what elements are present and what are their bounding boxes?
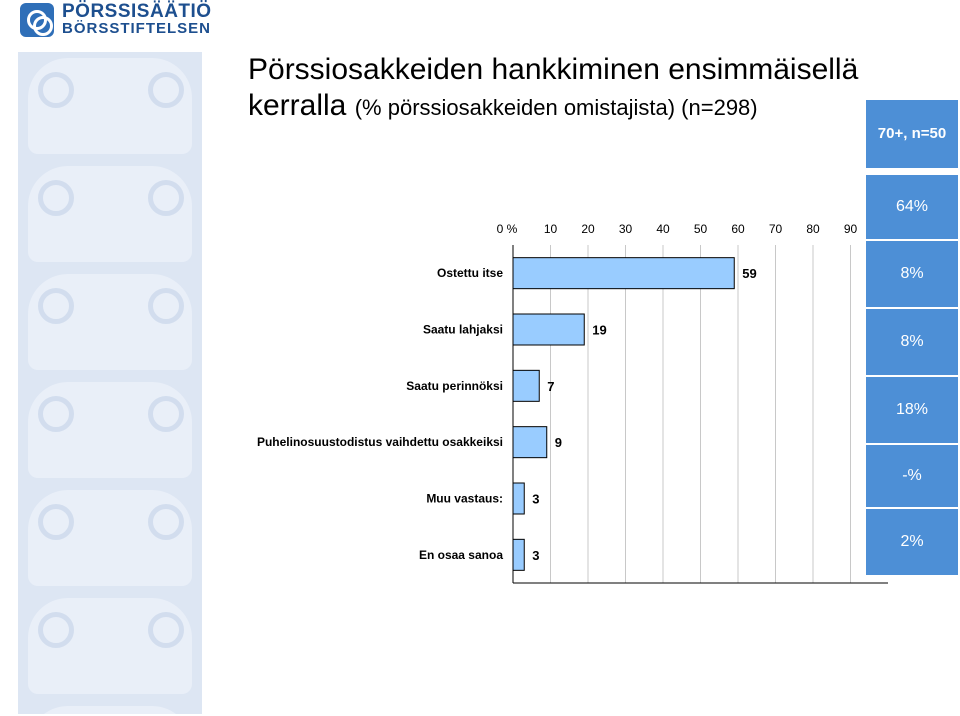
decorative-ring-icon [38,396,74,432]
side-value: -% [866,445,958,509]
decorative-ring-icon [148,396,184,432]
category-label: Ostettu itse [436,266,503,281]
decorative-ring-icon [148,504,184,540]
x-tick-label: 80 [806,222,820,236]
decorative-ring-icon [148,72,184,108]
logo-text-line2: BÖRSSTIFTELSEN [62,20,212,37]
side-value: 64% [866,175,958,241]
slide-title [248,52,858,126]
decorative-ring-icon [148,612,184,648]
decorative-ring-icon [38,504,74,540]
x-tick-label: 90 [843,222,858,236]
side-column-header: 70+, n=50 [866,100,958,170]
side-value: 8% [866,241,958,309]
bar-chart [250,205,900,605]
data-label: 19 [592,322,607,338]
data-label: 7 [547,378,555,394]
category-label: Saatu lahjaksi [422,322,503,337]
decorative-ring-icon [38,288,74,324]
logo-mark-icon [20,3,54,37]
title-subtitle: (% pörssiosakkeiden omistajista) (n=298) [354,95,758,120]
side-value: 2% [866,509,958,577]
bar-chart-svg [250,205,900,605]
title-line1: Pörssiosakkeiden hankkiminen ensimmäisellä [248,53,859,86]
side-value: 8% [866,309,958,377]
data-label: 3 [532,491,540,507]
logo [20,3,212,37]
decorative-block [28,706,192,714]
category-label: Puhelinosuustodistus vaihdettu osakkeiksi [256,435,503,450]
bar [513,314,584,345]
x-tick-label: 40 [656,222,670,236]
decorative-ring-icon [148,288,184,324]
logo-text-line1: PÖRSSISÄÄTIÖ [62,1,212,22]
x-tick-label: 30 [618,222,633,236]
category-label: Muu vastaus: [426,491,503,506]
bar [513,258,734,289]
side-value: 18% [866,377,958,445]
x-tick-label: 60 [731,222,745,236]
bar [513,370,539,401]
x-tick-label: 20 [581,222,595,236]
data-label: 9 [554,435,562,451]
decorative-ring-icon [38,72,74,108]
x-tick-label: 70 [768,222,783,236]
bar [513,483,524,514]
bar [513,427,547,458]
bar [513,539,524,570]
category-label: En osaa sanoa [418,547,503,562]
data-label: 59 [742,266,757,282]
decorative-ring-icon [148,180,184,216]
decorative-ring-icon [38,612,74,648]
x-tick-label: 0 % [496,222,518,236]
title-line2: kerralla [248,89,347,122]
x-tick-label: 50 [693,222,708,236]
decorative-ring-icon [38,180,74,216]
data-label: 3 [532,547,540,563]
decorative-background-strip [18,52,202,714]
x-tick-label: 10 [543,222,558,236]
category-label: Saatu perinnöksi [406,378,503,393]
